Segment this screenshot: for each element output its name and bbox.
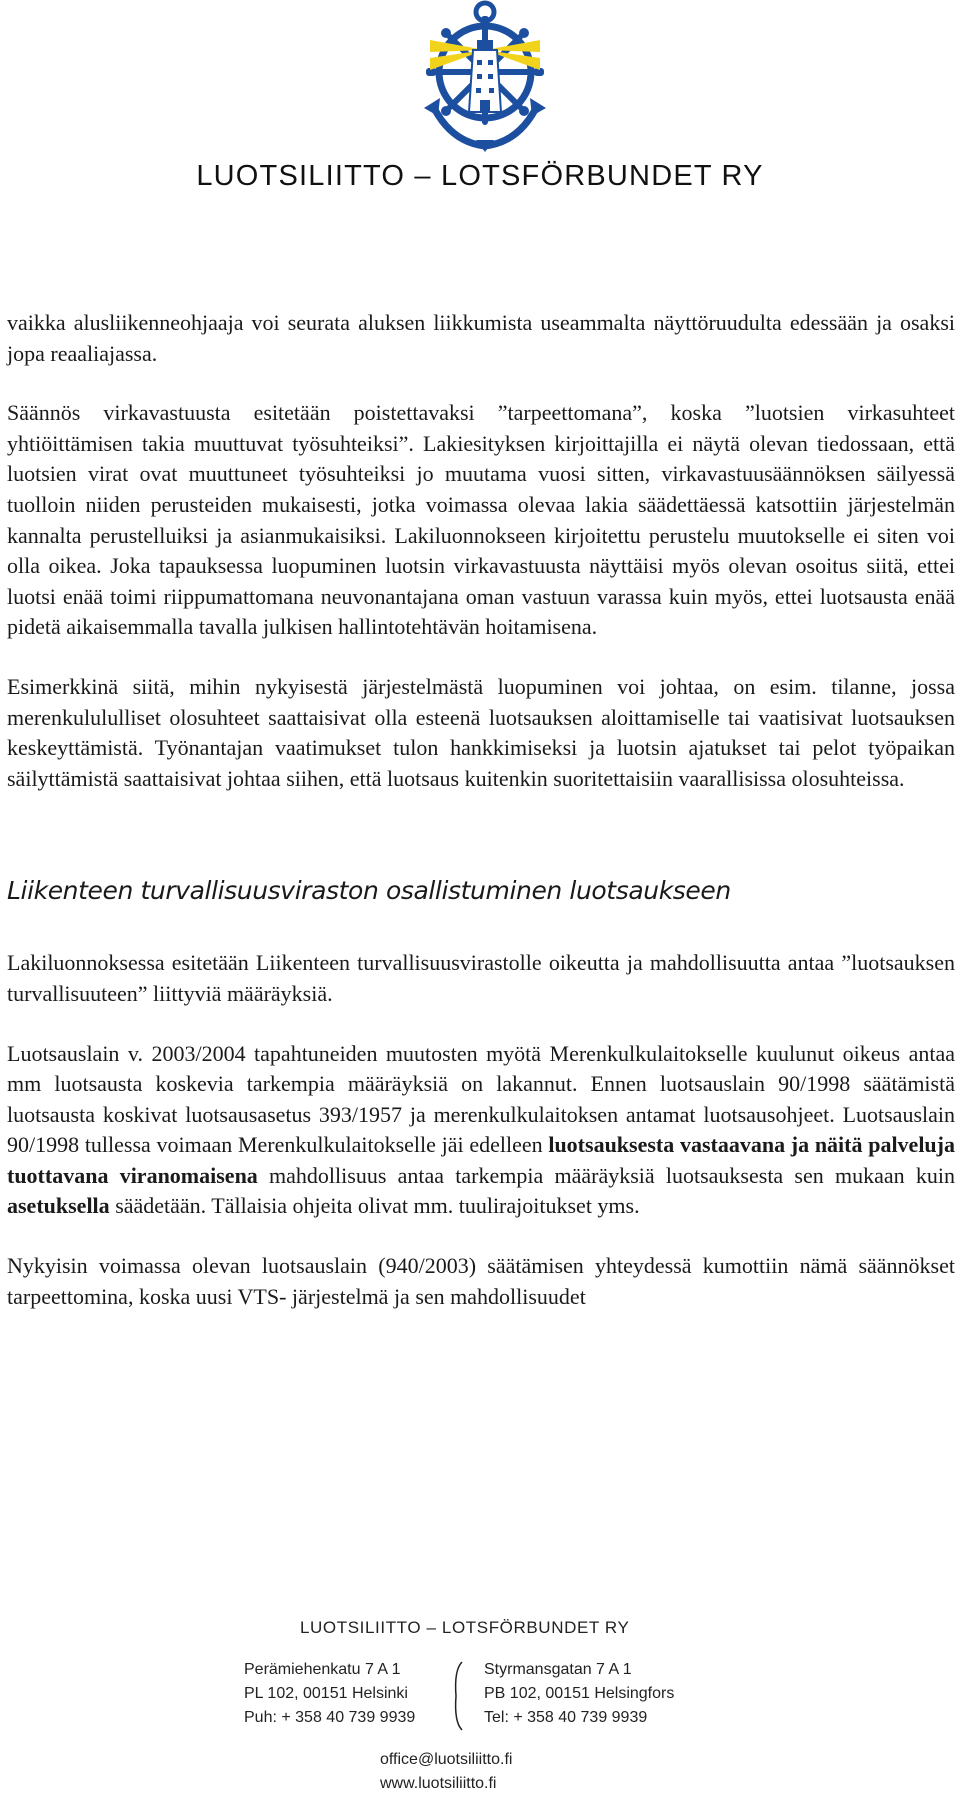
contact-info bbox=[380, 1748, 580, 1796]
paragraph-5-text-a: Luotsauslain v. 2003/2004 tapahtuneiden muutosten myötä Merenkulkulaitokselle kuulunut oikeus antaa mm luotsausta koskevia tarkempia määräyksiä on lakannut. Ennen luotsauslain 90/1998 säätämistä luotsausta koskivat luotsausasetus 393/1957 ja merenkulkulaitoksen antamat luotsausohjeet. Luotsauslain 90/1998 tullessa voimaan Merenkulkulaitokselle jäi edelleen bbox=[7, 1040, 955, 1158]
swedish-phone: Tel: + 358 40 739 9939 bbox=[484, 1709, 648, 1726]
paragraph-2: Säännös virkavastuusta esitetään poistettavaksi ”tarpeettomana”, koska ”luotsien virkasuhteet yhtiöittämisen takia muuttuvat työsuhteiksi”. Lakiesityksen kirjoittajilla ei näytä olevan tiedossaan, että luotsien virat ovat muuttuneet työsuhteiksi jo muutama vuosi sitten, virkavastuusäännöksen säilyessä tuolloin niiden perusteiden mukaisesti, jotka voimassa olevaa lakia säädettäessä katsottiin järjestelmän kannalta perustelluiksi ja asianmukaisiksi. Lakiluonnokseen kirjoitettu perustelu muutokselle ei siten voi olla oikea. Joka tapauksessa luopuminen luotsin virkavastuusta näyttäisi myös olevan osoitus siitä, ettei luotsi enää toimi riippumattomana neuvonantajana oman vastuun varassa kuin myös, ettei luotsausta enää pidetä aikaisemmalla tavalla julkisen hallintotehtävän hoitamisena. bbox=[7, 400, 955, 640]
paragraph-4: Lakiluonnoksessa esitetään Liikenteen turvallisuusvirastolle oikeutta ja mahdollisuutta antaa ”luotsauksen turvallisuuteen” liittyviä määräyksiä. bbox=[7, 950, 955, 1006]
swedish-city: PB 102, 00151 Helsingfors bbox=[484, 1685, 675, 1702]
email-link[interactable]: office@luotsiliitto.fi bbox=[380, 1751, 513, 1768]
spacer bbox=[7, 794, 955, 876]
paragraph-5-bold-2: asetuksella bbox=[7, 1193, 110, 1219]
paragraph-5-text-b: mahdollisuus antaa tarkempia määräyksiä luotsauksesta sen mukaan kuin bbox=[257, 1162, 955, 1188]
paragraph-1: vaikka alusliikenneohjaaja voi seurata aluksen liikkumista useammalta näyttöruudulta edessään ja osaksi jopa reaaliajassa. bbox=[7, 310, 955, 366]
document-body bbox=[7, 308, 955, 1312]
brace-divider bbox=[448, 1660, 470, 1732]
swedish-address bbox=[484, 1658, 714, 1730]
section-heading: Liikenteen turvallisuusviraston osallistuminen luotsaukseen bbox=[7, 876, 731, 906]
paragraph-3: Esimerkkinä siitä, mihin nykyisestä järjestelmästä luopuminen voi johtaa, on esim. tilanne, jossa merenkulululliset olosuhteet saattaisivat olla esteenä luotsauksen aloittamiselle tai vaatisivat luotsauksen keskeyttämistä. Työnantajan vaatimukset tulon hankkimiseksi ja luotsin ajatukset tai pelot työpaikan säilyttämistä saattaisivat johtaa siihen, että luotsaus kuitenkin suoritettaisiin vaarallisissa olosuhteissa. bbox=[7, 673, 955, 791]
ship-wheel-anchor-lighthouse-logo bbox=[410, 0, 560, 152]
paragraph-5 bbox=[7, 1039, 955, 1223]
finnish-address bbox=[244, 1658, 444, 1730]
website-link[interactable]: www.luotsiliitto.fi bbox=[380, 1775, 497, 1792]
organization-header: LUOTSILIITTO – LOTSFÖRBUNDET RY bbox=[196, 160, 764, 192]
swedish-street: Styrmansgatan 7 A 1 bbox=[484, 1661, 632, 1678]
finnish-street: Perämiehenkatu 7 A 1 bbox=[244, 1661, 401, 1678]
paragraph-5-bold-1: luotsauksesta vastaavana ja näitä palveluja tuottavana viranomaisena bbox=[7, 1132, 955, 1188]
paragraph-6: Nykyisin voimassa olevan luotsauslain (940/2003) säätämisen yhteydessä kumottiin nämä säännökset tarpeettomina, koska uusi VTS- järjestelmä ja sen mahdollisuudet bbox=[7, 1253, 955, 1309]
finnish-city: PL 102, 00151 Helsinki bbox=[244, 1685, 408, 1702]
paragraph-5-text-c: säädetään. Tällaisia ohjeita olivat mm. tuulirajoitukset yms. bbox=[109, 1193, 640, 1219]
footer-organization: LUOTSILIITTO – LOTSFÖRBUNDET RY bbox=[300, 1618, 630, 1637]
finnish-phone: Puh: + 358 40 739 9939 bbox=[244, 1709, 416, 1726]
